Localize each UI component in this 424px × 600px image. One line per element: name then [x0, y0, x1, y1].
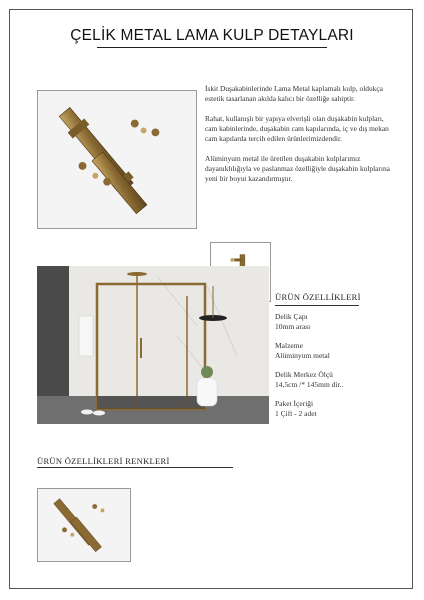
- product-image-main: [37, 90, 197, 229]
- spec-item-material: [275, 341, 405, 360]
- spec-value: Alüminyum metal: [275, 350, 330, 360]
- color-variant-image: [37, 488, 131, 562]
- description-paragraph-3: Alüminyum metal ile üretilen duşakabin kulplarımız dayanıklılığıyla ve paslanmaz özelliğiyle duşakabin kulplarına yeni bir boyut kazandırmıştır.: [205, 154, 390, 183]
- spec-value: 10mm arası: [275, 321, 311, 331]
- spec-value: 14,5cm /* 145mm dir..: [275, 379, 344, 389]
- bathroom-scene-image: [37, 266, 269, 424]
- page-title: ÇELİK METAL LAMA KULP DETAYLARI: [70, 27, 354, 44]
- handle-bronze-illustration: [38, 489, 130, 561]
- specs-heading: ÜRÜN ÖZELLİKLERİ: [275, 292, 361, 302]
- spec-item-package: [275, 399, 405, 418]
- spec-item-hole-center: [275, 370, 405, 389]
- colors-heading: ÜRÜN ÖZELLİKLERİ RENKLERİ: [37, 456, 170, 466]
- description-paragraph-1: İskit Duşakabinlerinde Lama Metal kaplamalı kulp, oldukça estetik tasarlanan akılda kalıcı bir özelliğe sahiptir.: [205, 84, 383, 103]
- description-paragraph-2: Rahat, kullanışlı bir yapıya elverişli olan duşakabin kulpları, cam kabinlerinde, duşakabin cam kapılarında, iç ve dış mekan cam kapılarda tercih edilen ürünlerimizdendir.: [205, 114, 389, 143]
- spec-label: Malzeme: [275, 341, 303, 350]
- shower-cabin-illustration: [37, 266, 269, 424]
- colors-heading-underline: [37, 467, 233, 468]
- handle-illustration: [38, 91, 196, 228]
- product-description: [205, 84, 393, 194]
- title-underline: [97, 47, 327, 48]
- spec-label: Paket İçeriği: [275, 399, 314, 408]
- specs-heading-underline: [275, 305, 359, 306]
- spec-item-hole-diameter: [275, 312, 405, 331]
- specs-list: [275, 312, 405, 428]
- spec-label: Delik Merkez Ölçü: [275, 370, 333, 379]
- spec-label: Delik Çapı: [275, 312, 308, 321]
- spec-value: 1 Çift - 2 adet: [275, 408, 317, 418]
